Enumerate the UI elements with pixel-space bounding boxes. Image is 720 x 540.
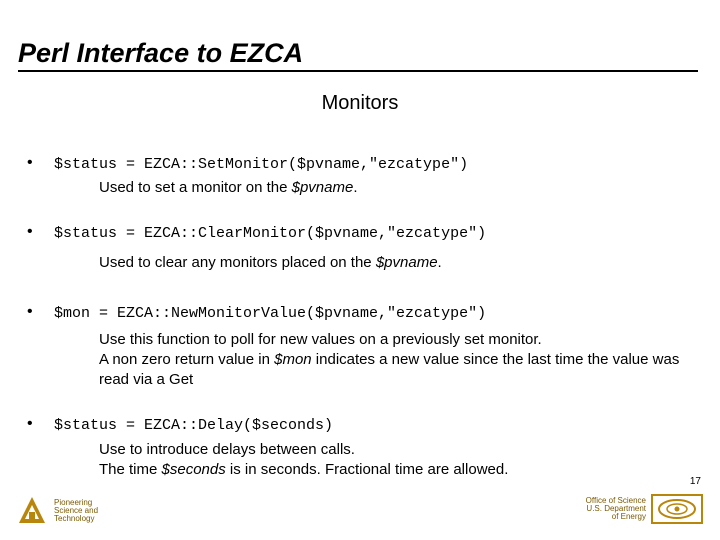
bullet-icon: •: [27, 154, 33, 171]
description-line: A non zero return value in $mon indicates a new value since the last time the value was read via a Get: [99, 351, 680, 388]
code-set-monitor: $status = EZCA::SetMonitor($pvname,"ezcatype"): [54, 156, 469, 173]
footer-left-tagline: [54, 499, 98, 523]
agency-line: U.S. Department: [586, 504, 646, 513]
description-line: The time $seconds is in seconds. Fractional time are allowed.: [99, 461, 509, 478]
tagline-line: Technology: [54, 514, 95, 523]
bullet-icon: •: [27, 415, 33, 432]
code-new-monitor-value: $mon = EZCA::NewMonitorValue($pvname,"ezcatype"): [54, 305, 487, 322]
variable-name: $pvname: [375, 254, 438, 271]
slide-subtitle: Monitors: [321, 92, 399, 114]
agency-line: Office of Science: [585, 496, 646, 505]
page-number: 17: [689, 476, 701, 487]
variable-name: $seconds: [161, 461, 226, 478]
description-line: Used to set a monitor on the $pvname.: [99, 179, 358, 196]
slide-title: Perl Interface to EZCA: [18, 38, 304, 68]
description-line: Use this function to poll for new values on a previously set monitor.: [99, 331, 542, 348]
argonne-logo-icon: [18, 496, 46, 524]
description-line: Used to clear any monitors placed on the $pvname.: [99, 254, 442, 271]
footer-right-agency: [586, 497, 646, 521]
description-line: Use to introduce delays between calls.: [99, 441, 355, 458]
new-monitor-value-description: [99, 330, 699, 390]
bullet-icon: •: [27, 303, 33, 320]
set-monitor-description: [99, 178, 699, 198]
doe-office-of-science-logo-icon: [651, 494, 703, 524]
variable-name: $mon: [274, 351, 312, 368]
code-delay: $status = EZCA::Delay($seconds): [54, 417, 334, 434]
tagline-line: Pioneering: [54, 498, 93, 507]
delay-description: [99, 440, 699, 480]
code-clear-monitor: $status = EZCA::ClearMonitor($pvname,"ezcatype"): [54, 225, 487, 242]
tagline-line: Science and: [54, 506, 99, 515]
variable-name: $pvname: [291, 179, 354, 196]
clear-monitor-description: [99, 253, 699, 273]
agency-line: of Energy: [611, 512, 646, 521]
bullet-icon: •: [27, 223, 33, 240]
title-divider: [18, 70, 698, 72]
